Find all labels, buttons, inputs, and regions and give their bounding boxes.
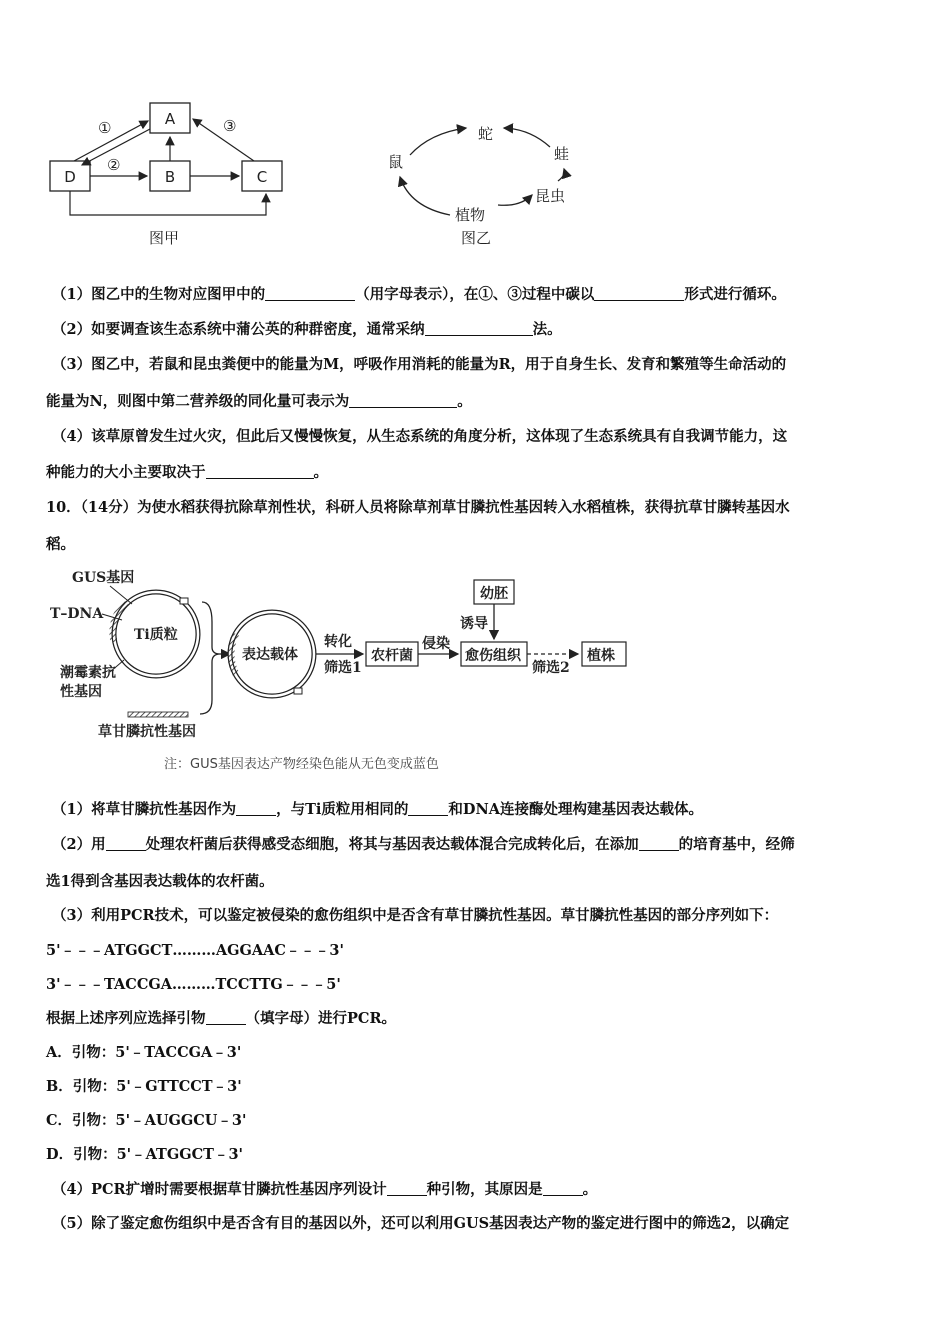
option-a-text: A．引物：5'﹣TACCGA﹣3' (46, 1044, 242, 1061)
figure-jia (40, 95, 300, 255)
q9-part3-b: 能量为N，则图中第二营养级的同化量可表示为 (46, 393, 350, 410)
q9-part1-c: 形式进行循环。 (684, 286, 786, 303)
marker-1: ① (98, 119, 112, 137)
option-b-text: B．引物：5'﹣GTTCCT﹣3' (46, 1078, 242, 1095)
induce-label: 诱导 (460, 616, 488, 632)
node-mouse: 鼠 (388, 153, 404, 171)
screen1-label: 筛选1 (324, 660, 362, 676)
transform-label: 转化 (324, 634, 352, 650)
option-c[interactable] (46, 1111, 246, 1131)
box-b-label: B (164, 168, 176, 186)
node-frog: 蛙 (554, 145, 570, 163)
node-plant: 植物 (455, 206, 486, 224)
hyg-label-b: 性基因 (60, 684, 102, 700)
option-d[interactable] (46, 1145, 243, 1165)
answer-blank[interactable] (387, 1181, 427, 1196)
q10-part3-question (46, 1009, 396, 1029)
sequence-2 (46, 975, 341, 995)
q10-part3-text: （3）利用PCR技术，可以鉴定被侵染的愈伤组织中是否含有草甘膦抗性基因。草甘膦抗性基因的部分序列如下： (52, 907, 779, 924)
embryo-label: 幼胚 (480, 586, 508, 602)
q10-part2-a: （2）用 (52, 836, 106, 853)
q9-part4-b: 种能力的大小主要取决于 (46, 464, 206, 481)
callus-label: 愈伤组织 (465, 648, 521, 664)
q10-part2-line2 (46, 872, 274, 892)
q9-part4-a: （4）该草原曾发生过火灾，但此后又慢慢恢复，从生态系统的角度分析，这体现了生态系统具有自我调节能力，这 (52, 428, 788, 445)
q10-part4-c: 。 (582, 1181, 598, 1198)
agro-label: 农杆菌 (371, 648, 413, 664)
screen2-label: 筛选2 (532, 660, 570, 676)
answer-blank[interactable] (543, 1181, 583, 1196)
figure-note: 注：GUS基因表达产物经染色能从无色变成蓝色 (164, 757, 439, 772)
option-d-text: D．引物：5'﹣ATGGCT﹣3' (46, 1146, 243, 1163)
answer-blank[interactable] (236, 801, 276, 816)
answer-blank[interactable] (206, 1010, 246, 1025)
q10-intro-a: 10．（14分）为使水稻获得抗除草剂性状，科研人员将除草剂草甘膦抗性基因转入水稻植株，获得抗草甘膦转基因水 (46, 499, 790, 516)
q10-part4-b: 种引物，其原因是 (426, 1181, 543, 1198)
q9-part1-b: （用字母表示），在①、③过程中碳以 (355, 286, 595, 303)
infect-label: 侵染 (422, 636, 450, 652)
q10-part2-c: 的培育基中，经筛 (678, 836, 795, 853)
q9-part3-a: （3）图乙中，若鼠和昆虫粪便中的能量为M，呼吸作用消耗的能量为R，用于自身生长、发育和繁殖等生命活动的 (52, 356, 787, 373)
answer-blank[interactable] (349, 393, 457, 408)
node-insect: 昆虫 (535, 187, 566, 205)
q10-part3-q-a: 根据上述序列应选择引物 (46, 1010, 206, 1027)
q9-part3-line1 (52, 355, 786, 375)
q10-part1-a: （1）将草甘膦抗性基因作为 (52, 801, 237, 818)
q10-part2-line1 (52, 835, 795, 855)
q9-part1 (52, 285, 786, 305)
ti-label: Ti质粒 (134, 627, 178, 643)
box-d-label: D (64, 168, 76, 186)
figure-transgenic-flow (40, 562, 680, 777)
q10-part1-c: 和DNA连接酶处理构建基因表达载体。 (448, 801, 703, 818)
answer-blank[interactable] (639, 836, 679, 851)
answer-blank[interactable] (265, 286, 355, 301)
q10-intro-line2 (46, 535, 75, 555)
sequence-1-text: 5'﹣﹣﹣ATGGCT………AGGAAC﹣﹣﹣3' (46, 942, 344, 959)
q9-part4-line2 (46, 463, 328, 483)
q9-part3-c: 。 (457, 393, 472, 410)
box-c-label: C (256, 168, 268, 186)
option-a[interactable] (46, 1043, 241, 1063)
q10-part5 (52, 1214, 789, 1234)
q10-part2-d: 选1得到含基因表达载体的农杆菌。 (46, 873, 274, 890)
answer-blank[interactable] (425, 321, 533, 336)
q9-part2-a: （2）如要调查该生态系统中蒲公英的种群密度，通常采纳 (52, 321, 425, 338)
answer-blank[interactable] (594, 286, 684, 301)
q9-part2 (52, 320, 562, 340)
gly-label: 草甘膦抗性基因 (98, 724, 196, 740)
q10-part4-a: （4）PCR扩增时需要根据草甘膦抗性基因序列设计 (52, 1181, 387, 1198)
q9-part4-c: 。 (313, 464, 328, 481)
marker-2: ② (107, 156, 121, 174)
q9-part3-line2 (46, 392, 472, 412)
q10-part2-b: 处理农杆菌后获得感受态细胞，将其与基因表达载体混合完成转化后，在添加 (145, 836, 639, 853)
vector-label: 表达载体 (242, 647, 298, 663)
q10-intro-b: 稻。 (46, 536, 75, 553)
q9-part4-line1 (52, 427, 787, 447)
figure-yi-caption: 图乙 (460, 229, 492, 247)
q10-part3 (52, 906, 778, 926)
tdna-label: T–DNA (50, 606, 104, 622)
marker-3: ③ (223, 117, 237, 135)
gus-label: GUS基因 (72, 570, 135, 586)
answer-blank[interactable] (206, 464, 314, 479)
q10-part5-text: （5）除了鉴定愈伤组织中是否含有目的基因以外，还可以利用GUS基因表达产物的鉴定进行图中的筛选2，以确定 (52, 1215, 790, 1232)
q10-part1-b: ，与Ti质粒用相同的 (276, 801, 409, 818)
q10-part3-q-b: （填字母）进行PCR。 (245, 1010, 396, 1027)
q9-part1-a: （1）图乙中的生物对应图甲中的 (52, 286, 266, 303)
option-b[interactable] (46, 1077, 242, 1097)
sequence-2-text: 3'﹣﹣﹣TACCGA………TCCTTG﹣﹣﹣5' (46, 976, 341, 993)
sequence-1 (46, 941, 344, 961)
option-c-text: C．引物：5'﹣AUGGCU﹣3' (46, 1112, 247, 1129)
box-a-label: A (164, 110, 176, 128)
node-snake: 蛇 (478, 125, 494, 143)
q10-part4 (52, 1180, 597, 1200)
glyphosate-gene-bar (128, 712, 188, 717)
q9-part2-b: 法。 (532, 321, 562, 338)
figure-jia-caption: 图甲 (148, 229, 180, 247)
hyg-label-a: 潮霉素抗 (60, 665, 116, 681)
plant-label: 植株 (587, 648, 615, 664)
answer-blank[interactable] (106, 836, 146, 851)
answer-blank[interactable] (408, 801, 448, 816)
q10-part1 (52, 800, 703, 820)
q10-intro-line1 (46, 498, 790, 518)
figure-yi (380, 115, 590, 255)
